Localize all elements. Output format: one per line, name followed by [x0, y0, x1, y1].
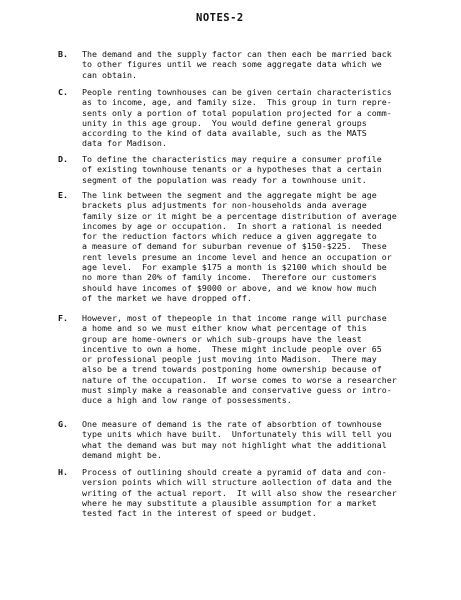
text-line: to other figures until we reach some aggregate data which we: [82, 59, 382, 70]
text-line: version points which will structure aollection of data and the: [82, 477, 392, 488]
text-line: incomes by age or occupation. In short a rational is needed: [82, 220, 382, 231]
text-line: what the demand was but may not highlight what the additional: [82, 439, 387, 450]
item-text: [82, 87, 452, 149]
text-line: The demand and the supply factor can then each be married back: [82, 49, 392, 59]
item-letter: G.: [58, 419, 68, 429]
text-line: People renting townhouses can be given certain characteristics: [82, 87, 392, 97]
item-letter: C.: [58, 87, 68, 97]
text-line: data for Madison.: [82, 138, 167, 149]
text-line: according to the kind of data available, such as the MATS: [82, 128, 367, 139]
text-line: One measure of demand is the rate of absorbtion of townhouse: [82, 419, 382, 429]
item-text: [82, 467, 452, 518]
text-line: where he may substitute a plausible assumption for a market: [82, 497, 377, 508]
text-line: must simply make a reasonable and conservative guess or intro-: [82, 385, 392, 396]
text-line: can obtain.: [82, 69, 137, 80]
text-line: type units which have built. Unfortunately this will tell you: [82, 429, 392, 440]
item-text: [82, 154, 452, 185]
text-line: incentive to own a home. These might include people over 65: [82, 343, 382, 354]
item-letter: D.: [58, 154, 68, 164]
item-text: [82, 49, 452, 80]
text-line: sents only a portion of total population projected for a comm-: [82, 107, 392, 118]
item-text: [82, 313, 452, 406]
text-line: The link between the segment and the aggregate might be age: [82, 190, 377, 200]
text-line: group are home-owners or which sub-groups have the least: [82, 333, 362, 344]
text-line: tested fact in the interest of speed or budget.: [82, 508, 317, 519]
text-line: rent levels presume an income level and hence an occupation or: [82, 251, 392, 262]
text-line: duce a high and low range of possessments.: [82, 395, 292, 406]
text-line: as to income, age, and family size. This group in turn repre-: [82, 97, 392, 108]
text-line: a measure of demand for suburban revenue of $150-$225. These: [82, 241, 387, 252]
item-text: [82, 419, 452, 460]
item-letter: H.: [58, 467, 68, 477]
text-line: demand might be.: [82, 449, 162, 460]
text-line: for the reduction factors which reduce a given aggregate to: [82, 231, 377, 242]
text-line: writing of the actual report. It will also show the researcher: [82, 487, 397, 498]
text-line: unity in this age group. You would define general groups: [82, 117, 367, 128]
item-letter: F.: [58, 313, 68, 323]
text-line: However, most of thepeople in that income range will purchase: [82, 313, 387, 323]
text-line: segment of the population was ready for a townhouse unit.: [82, 174, 367, 185]
text-line: of the market we have dropped off.: [82, 292, 252, 303]
text-line: also be a trend towards postponing home ownership because of: [82, 364, 382, 375]
text-line: no more than 20% of family income. Therefore our customers: [82, 272, 377, 283]
text-line: family size or it might be a percentage distribution of average: [82, 210, 397, 221]
text-line: To define the characteristics may require a consumer profile: [82, 154, 382, 164]
item-letter: E.: [58, 190, 68, 200]
text-line: nature of the occupation. If worse comes to worse a researcher: [82, 374, 397, 385]
text-line: brackets plus adjustments for non-households anda average: [82, 200, 367, 211]
item-letter: B.: [58, 49, 68, 59]
page-title: NOTES-2: [196, 12, 244, 24]
text-line: a home and so we must either know what percentage of this: [82, 323, 367, 334]
text-line: or professional people just moving into Madison. There may: [82, 354, 377, 365]
text-line: Process of outlining should create a pyramid of data and con-: [82, 467, 387, 477]
text-line: of existing townhouse tenants or a hypotheses that a certain: [82, 164, 382, 175]
text-line: age level. For example $175 a month is $2100 which should be: [82, 262, 387, 273]
text-line: should have incomes of $9000 or above, and we know how much: [82, 282, 377, 293]
item-text: [82, 190, 452, 303]
